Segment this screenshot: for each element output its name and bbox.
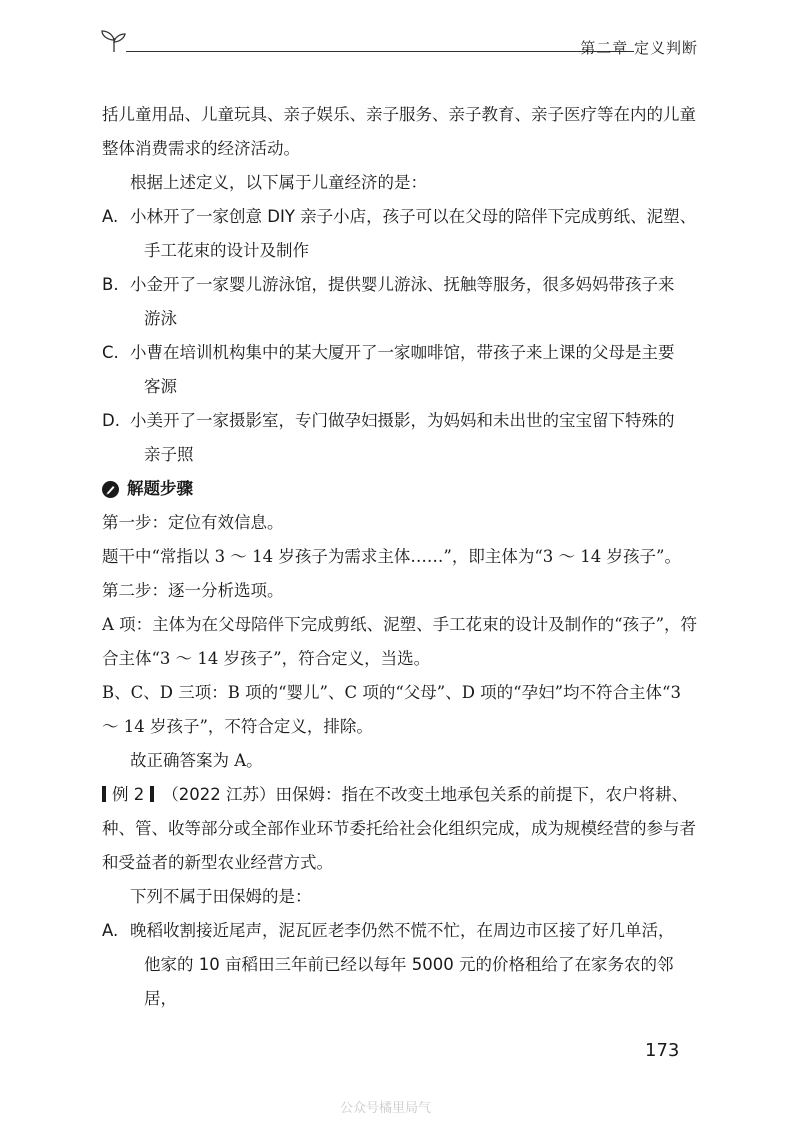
analysis-bcd: B、C、D 三项：B 项的“婴儿”、C 项的“父母”、D 项的“孕妇”均不符合主体“3 ～ 14 岁孩子”，不符合定义，排除。: [102, 683, 681, 736]
option2-a: A. 晚稻收割接近尾声，泥瓦匠老李仍然不慌不忙，在周边市区接了好几单活，: [102, 921, 675, 940]
option2-a-cont: 他家的 10 亩稻田三年前已经以每年 5000 元的价格租给了在家务农的邻居，: [144, 955, 674, 1008]
page-number: 173: [645, 1040, 680, 1061]
example-source: （2022 江苏）: [162, 785, 276, 804]
chapter-title: 第二章 定义判断: [580, 39, 698, 57]
page-body: [102, 98, 702, 1016]
header-rule: [126, 51, 634, 52]
option-c: C. 小曹在培训机构集中的某大厦开了一家咖啡馆，带孩子来上课的父母是主要: [102, 343, 675, 362]
step-2: 第二步：逐一分析选项。: [102, 581, 284, 600]
option-d-cont: 亲子照: [144, 445, 194, 464]
pencil-icon: [102, 481, 119, 498]
analysis-a: A 项：主体为在父母陪伴下完成剪纸、泥塑、手工花束的设计及制作的“孩子”，符合主体“3 ～ 14 岁孩子”，符合定义，当选。: [102, 615, 698, 668]
step-1-detail: 题干中“常指以 3 ～ 14 岁孩子为需求主体……”，即主体为“3 ～ 14 岁孩子”。: [102, 547, 681, 566]
intro-paragraph: 括儿童用品、儿童玩具、亲子娱乐、亲子服务、亲子教育、亲子医疗等在内的儿童整体消费需求的经济活动。: [102, 105, 696, 158]
option-b: B. 小金开了一家婴儿游泳馆，提供婴儿游泳、抚触等服务，很多妈妈带孩子来: [102, 275, 675, 294]
option-c-cont: 客源: [144, 377, 177, 396]
answer: 故正确答案为 A。: [130, 751, 263, 770]
option-a: A. 小林开了一家创意 DIY 亲子小店，孩子可以在父母的陪伴下完成剪纸、泥塑、: [102, 207, 697, 226]
example-text: 田保姆：指在不改变土地承包关系的前提下，农户将耕、种、管、收等部分或全部作业环节委托给社会化组织完成，成为规模经营的参与者和受益者的新型农业经营方式。: [102, 785, 696, 872]
question-2: 下列不属于田保姆的是：: [130, 887, 312, 906]
example-tag: 例 2: [112, 785, 145, 804]
option-a-cont: 手工花束的设计及制作: [144, 241, 309, 260]
question-text: 根据上述定义，以下属于儿童经济的是：: [130, 173, 427, 192]
option-d: D. 小美开了一家摄影室，专门做孕妇摄影，为妈妈和未出世的宝宝留下特殊的: [102, 411, 675, 430]
page-header: [98, 28, 698, 68]
step-1: 第一步：定位有效信息。: [102, 513, 284, 532]
solution-title: 解题步骤: [127, 479, 193, 498]
option-b-cont: 游泳: [144, 309, 177, 328]
watermark: 公众号橘里局气: [340, 1101, 432, 1116]
solution-section-header: [102, 472, 702, 506]
example-2: [102, 778, 702, 880]
tag-bar-right: [150, 786, 154, 802]
tag-bar-left: [102, 786, 106, 802]
